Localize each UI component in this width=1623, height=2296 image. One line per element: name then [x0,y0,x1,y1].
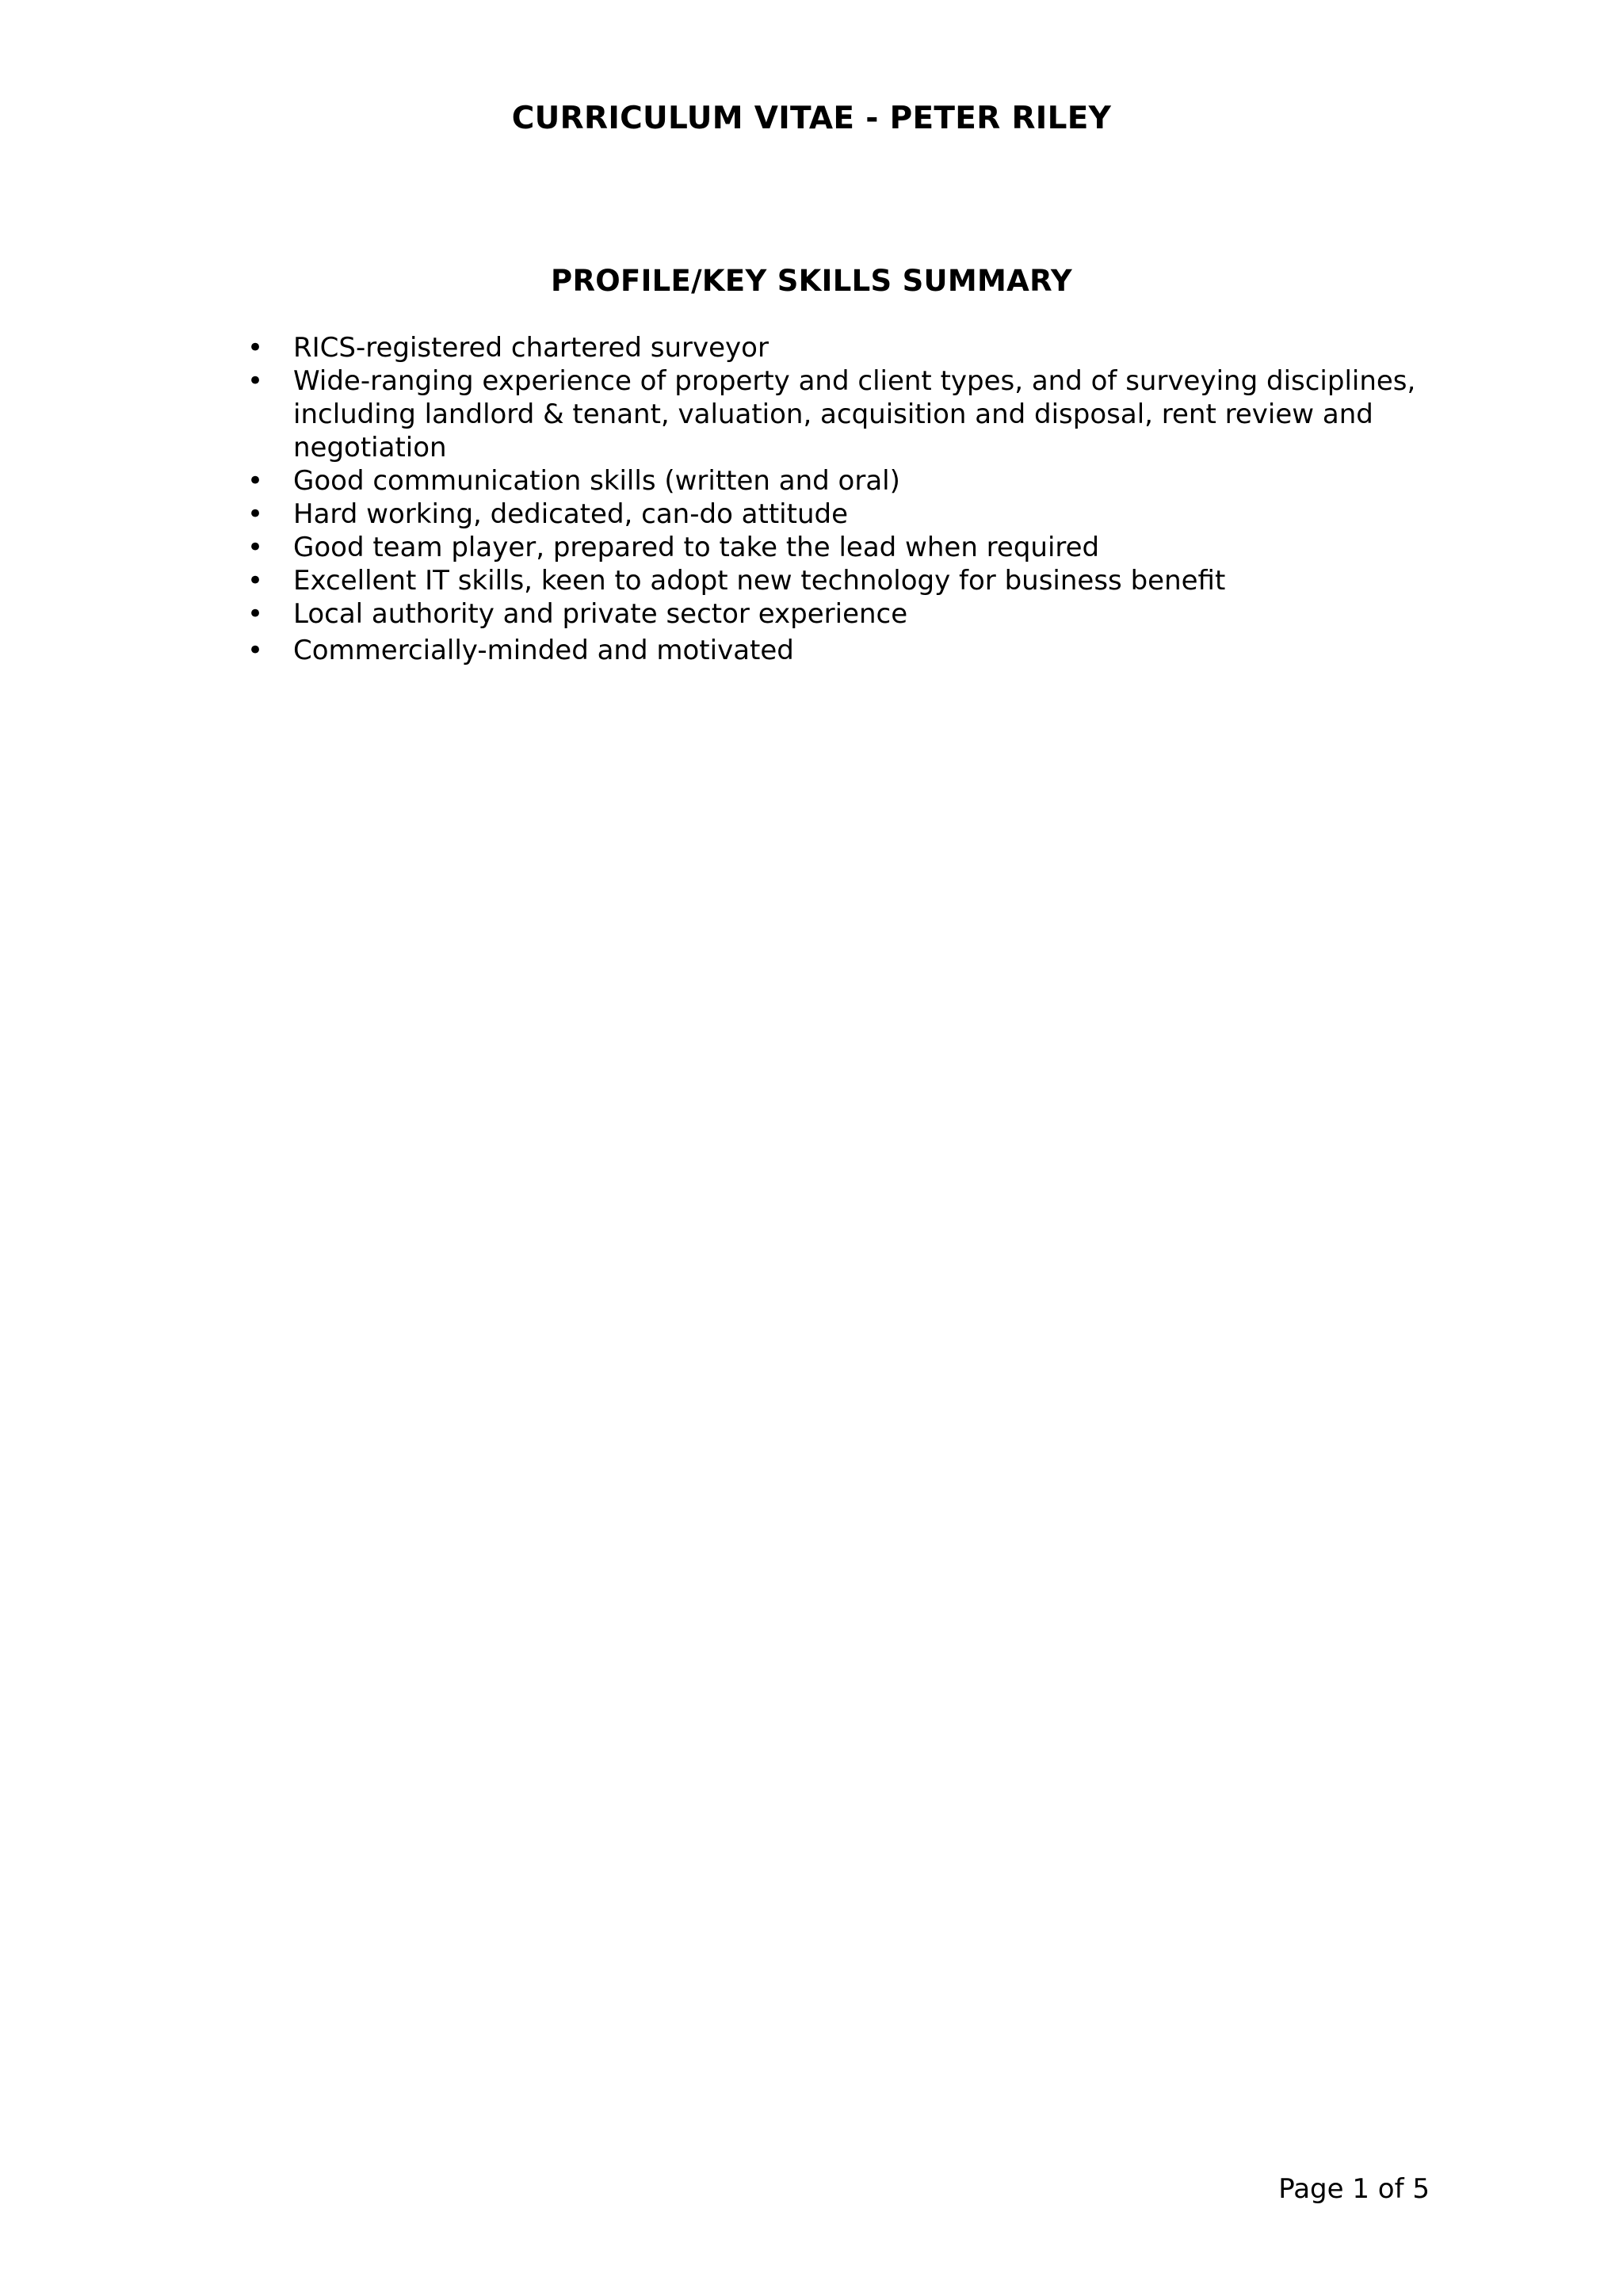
page-number: Page 1 of 5 [1278,2173,1430,2205]
skills-list [244,331,1433,667]
list-item [244,364,1433,464]
skill-text: Hard working, dedicated, can-do attitude [293,498,849,530]
bullet-icon: • [247,635,264,666]
skill-text: Commercially-minded and motivated [293,635,794,666]
list-item [244,531,1433,564]
bullet-icon: • [247,565,264,597]
list-item [244,564,1433,597]
skill-text: Wide-ranging experience of property and client types, and of surveying disciplines, including landlord & tenant, valuation, acquisition and disposal, rent review and negotiation [293,365,1416,463]
bullet-icon: • [247,598,264,630]
list-item [244,498,1433,531]
skill-text: RICS-registered chartered surveyor [293,332,769,364]
document-title: CURRICULUM VITAE - PETER RILEY [511,101,1112,136]
bullet-icon: • [247,498,264,530]
list-item [244,331,1433,364]
skill-text: Good team player, prepared to take the lead when required [293,532,1100,563]
bullet-icon: • [247,532,264,563]
section-heading-profile-skills: PROFILE/KEY SKILLS SUMMARY [551,264,1072,298]
bullet-icon: • [247,465,264,497]
bullet-icon: • [247,365,264,397]
list-item [244,464,1433,498]
bullet-icon: • [247,332,264,364]
list-item [244,597,1433,631]
skill-text: Local authority and private sector experience [293,598,908,630]
skill-text: Excellent IT skills, keen to adopt new technology for business benefit [293,565,1226,597]
list-item [244,634,1433,667]
skill-text: Good communication skills (written and oral) [293,465,900,497]
